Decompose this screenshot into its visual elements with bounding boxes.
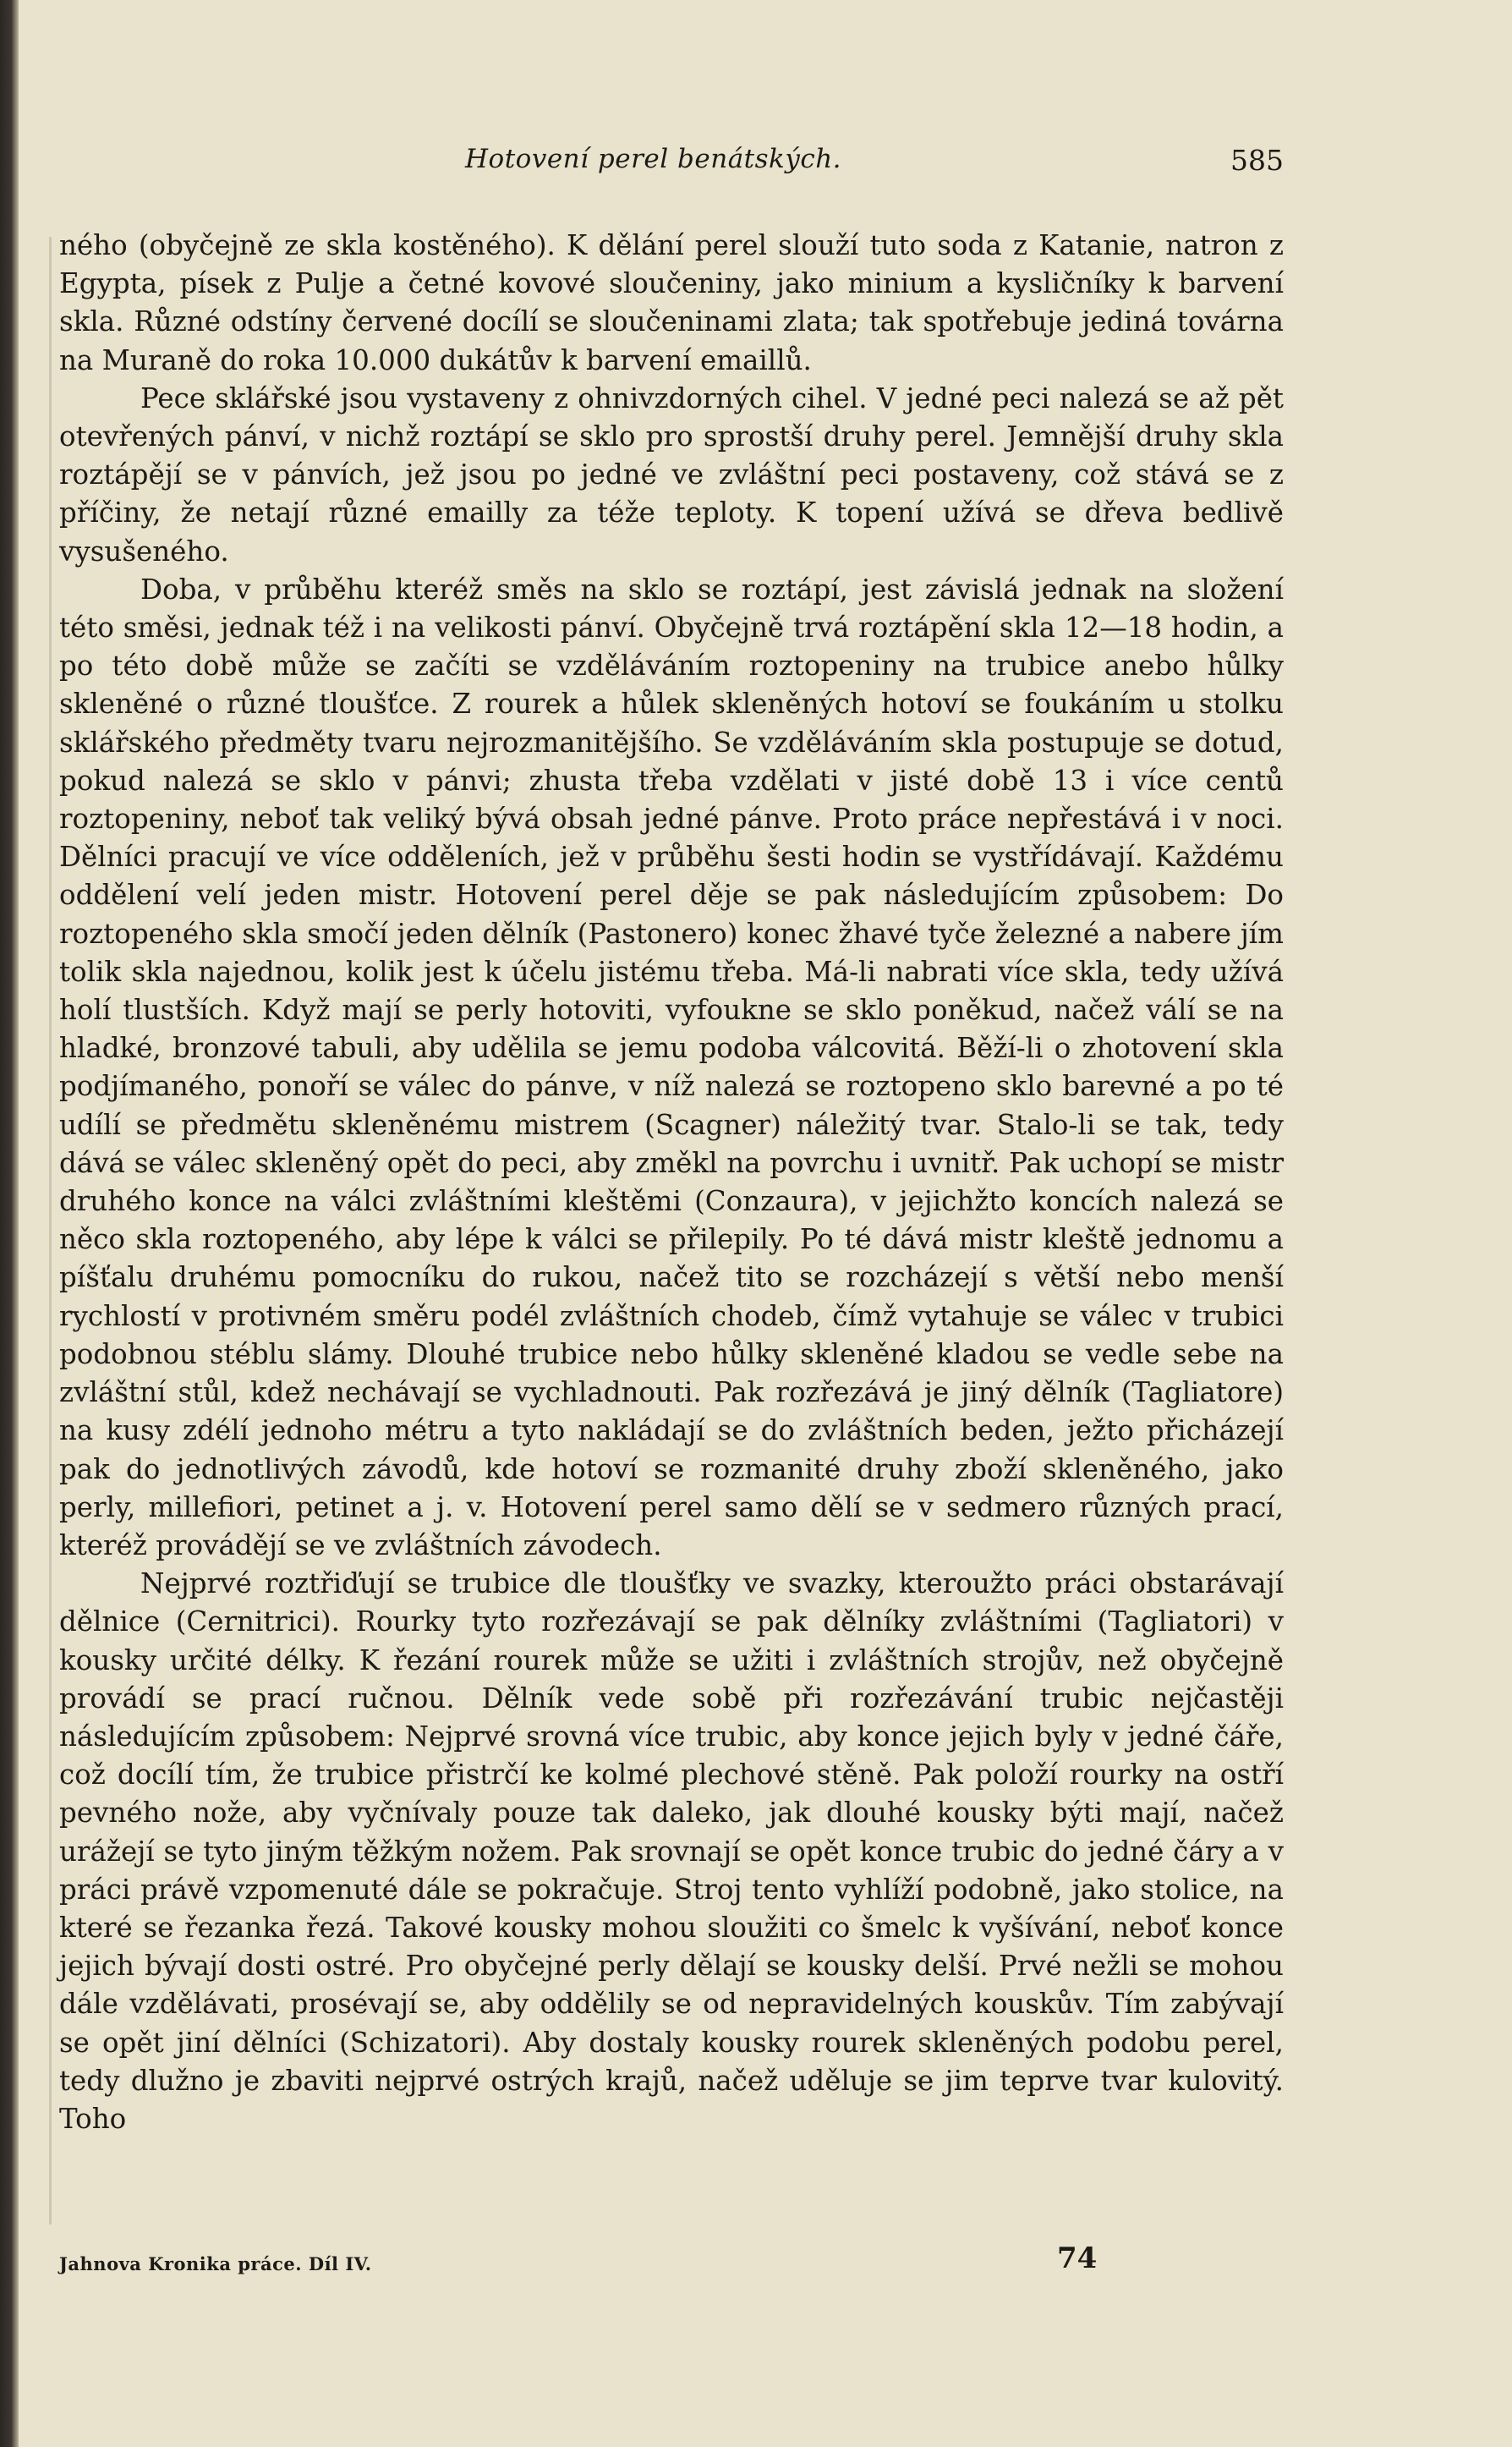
page-number: 585: [1230, 144, 1284, 177]
paragraph: Pece sklářské jsou vystaveny z ohnivzdorných cihel. V jedné peci nalezá se až pět otevřených pánví, v nichž roztápí se sklo pro sprostší druhy perel. Jemnější druhy skla roztápějí se v pánvích, jež jsou po jedné ve zvláštní peci postaveny, což stává se z příčiny, že netají různé emailly za téže teploty. K topení užívá se dřeva bedlivě vysušeného.: [59, 381, 1284, 568]
paragraph: Nejprvé roztřiďují se trubice dle tloušťky ve svazky, kteroužto práci obstarávají dělnice (Cernitrici). Rourky tyto rozřezávají se pak dělníky zvláštními (Tagliatori) v kousky určité délky. K řezání rourek může se užiti i zvláštních strojův, než obyčejně provádí se prací ručnou. Dělník vede sobě při rozřezávání trubic nejčastěji následujícím způsobem: Nejprvé srovná více trubic, aby konce jejich byly v jedné čáře, což docílí tím, že trubice přistrčí ke kolmé plechové stěně. Pak položí rourky na ostří pevného nože, aby vyčnívaly pouze tak daleko, jak dlouhé kousky býti mají, načež urážejí se tyto jiným těžkým nožem. Pak srovnají se opět konce trubic do jedné čáry a v práci právě vzpomenuté dále se pokračuje. Stroj tento vyhlíží podobně, jako stolice, na které se řezanka řezá. Takové kousky mohou sloužiti co šmelc k vyšívání, neboť konce jejich bývají dosti ostré. Pro obyčejné perly dělají se kousky delší. Prvé nežli se mohou dále vzdělávati, prosévají se, aby oddělily se od nepravidelných kouskův. Tím zabývají se opět jiní dělníci (Schizatori). Aby dostaly kousky rourek skleněných podobu perel, tedy dlužno je zbaviti nejprvé ostrých krajů, načež uděluje se jim teprve tvar kulovitý. Toho: [59, 1567, 1284, 2135]
page-header: [59, 144, 1284, 186]
running-title: Hotovení perel benátských.: [465, 144, 842, 174]
body-text: [59, 227, 1284, 2138]
printer-signature: Jahnova Kronika práce. Díl IV.: [59, 2253, 372, 2274]
paragraph: ného (obyčejně ze skla kostěného). K dělání perel slouží tuto soda z Katanie, natron z Egypta, písek z Pulje a četné kovové sloučeniny, jako minium a kysličníky k barvení skla. Různé odstíny červené docílí se sloučeninami zlata; tak spotřebuje jediná továrna na Muraně do roka 10.000 dukátův k barvení emaillů.: [59, 229, 1284, 376]
page-footer: [59, 2241, 1284, 2284]
paragraph: Doba, v průběhu kteréž směs na sklo se roztápí, jest závislá jednak na složení této směsi, jednak též i na velikosti pánví. Obyčejně trvá roztápění skla 12—18 hodin, a po této době může se začíti se vzděláváním roztopeniny na trubice anebo hůlky skleněné o různé tloušťce. Z rourek a hůlek skleněných hotoví se foukáním u stolku sklářského předměty tvaru nejrozmanitějšího. Se vzděláváním skla postupuje se dotud, pokud nalezá se sklo v pánvi; zhusta třeba vzdělati v jisté době 13 i více centů roztopeniny, neboť tak veliký bývá obsah jedné pánve. Proto práce nepřestává i v noci. Dělníci pracují ve více odděleních, jež v průběhu šesti hodin se vystřídávají. Každému oddělení velí jeden mistr. Hotovení perel děje se pak následujícím způsobem: Do roztopeného skla smočí jeden dělník (Pastonero) konec žhavé tyče železné a nabere jím tolik skla najednou, kolik jest k účelu jistému třeba. Má-li nabrati více skla, tedy užívá holí tlustších. Když mají se perly hotoviti, vyfoukne se sklo poněkud, načež válí se na hladké, bronzové tabuli, aby udělila se jemu podoba válcovitá. Běží-li o zhotovení skla podjímaného, ponoří se válec do pánve, v níž nalezá se roztopeno sklo barevné a po té udílí se předmětu skleněnému mistrem (Scagner) náležitý tvar. Stalo-li se tak, tedy dává se válec skleněný opět do peci, aby změkl na povrchu i uvnitř. Pak uchopí se mistr druhého konce na válci zvláštními kleštěmi (Conzaura), v jejichžto koncích nalezá se něco skla roztopeného, aby lépe k válci se přilepily. Po té dává mistr kleště jednomu a píšťalu druhému pomocníku do rukou, načež tito se rozcházejí s větší nebo menší rychlostí v protivném směru podél zvláštních chodeb, čímž vytahuje se válec v trubici podobnou stéblu slámy. Dlouhé trubice nebo hůlky skleněné kladou se vedle sebe na zvláštní stůl, kdež nechávají se vychladnouti. Pak rozřezává je jiný dělník (Tagliatore) na kusy zdélí jednoho métru a tyto nakládají se do zvláštních beden, ježto přicházejí pak do jednotlivých závodů, kde hotoví se rozmanité druhy zboží skleněného, jako perly, millefiori, petinet a j. v. Hotovení perel samo dělí se v sedmero různých prací, kteréž provádějí se ve zvláštních závodech.: [59, 573, 1284, 1561]
sheet-number: 74: [1057, 2241, 1098, 2275]
